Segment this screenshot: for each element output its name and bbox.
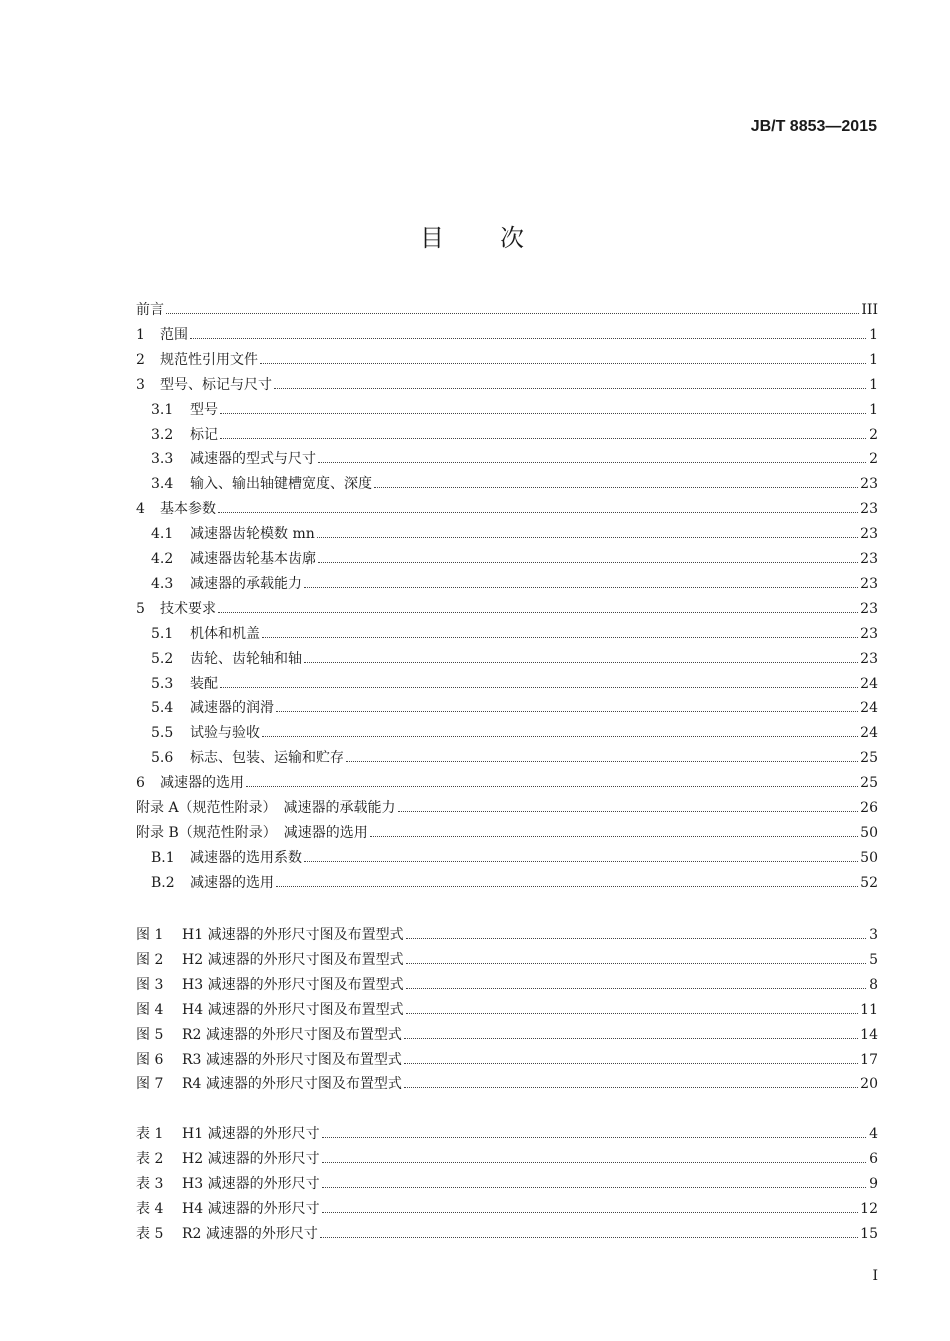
toc-entry-number: B.2 (151, 874, 175, 891)
toc-entry-page: 25 (860, 750, 878, 767)
toc-entry[interactable] (136, 400, 878, 420)
toc-entry-page: 23 (860, 476, 878, 493)
toc-entry[interactable] (136, 723, 878, 743)
toc-entry-title: 齿轮、齿轮轴和轴 (190, 650, 302, 667)
toc-entry[interactable] (136, 798, 878, 818)
dot-leader (276, 699, 858, 712)
dot-leader (220, 401, 866, 414)
toc-entry-number: 图 6 (136, 1051, 164, 1068)
toc-entry[interactable] (136, 300, 878, 320)
toc-entry-title: 减速器齿轮基本齿廓 (190, 551, 316, 567)
toc-entry-number: 5.4 (151, 700, 174, 717)
toc-entry-number: 2 (136, 351, 145, 368)
toc-entry-page: 3 (869, 927, 878, 943)
toc-entry-title: R4 减速器的外形尺寸图及布置型式 (182, 1076, 402, 1093)
toc-entry-page: 17 (860, 1051, 878, 1068)
toc-entry-number: 3 (136, 376, 145, 393)
toc-entry-page: 6 (869, 1150, 878, 1167)
toc-entry-number: 表 1 (136, 1126, 164, 1142)
toc-entry[interactable] (136, 624, 878, 644)
toc-entry-title: 标志、包装、运输和贮存 (190, 750, 344, 767)
toc-entry-number: 5.6 (151, 750, 174, 767)
dot-leader (322, 1125, 866, 1138)
toc-entry-number: 3.2 (151, 426, 174, 443)
toc-entry-title: H2 减速器的外形尺寸图及布置型式 (182, 951, 404, 968)
toc-entry-number: 3.1 (151, 401, 174, 418)
dot-leader (322, 1200, 859, 1213)
toc-entry[interactable] (136, 698, 878, 718)
toc-entry-title: 减速器齿轮模数 mn (190, 526, 315, 543)
dot-leader (246, 774, 858, 787)
toc-entry-page: 15 (860, 1225, 878, 1242)
page-title: 目次 (420, 224, 580, 252)
toc-entry[interactable] (136, 524, 878, 544)
toc-entry[interactable] (136, 1074, 878, 1094)
dot-leader (274, 376, 866, 389)
toc-entry-page: 24 (860, 700, 878, 717)
toc-entry-number: 4 (136, 501, 145, 518)
toc-entry-title: H4 减速器的外形尺寸 (182, 1200, 320, 1217)
toc-entry-number: 4.2 (151, 551, 174, 567)
toc-entry-title: 装配 (190, 675, 218, 692)
dot-leader (406, 926, 866, 939)
toc-entry-page: 20 (860, 1076, 878, 1093)
toc-entry[interactable] (136, 674, 878, 694)
toc-entry[interactable] (136, 474, 878, 494)
toc-entry-page: 50 (860, 824, 878, 841)
toc-entry-page: 1 (869, 326, 878, 343)
dot-leader (370, 824, 858, 837)
toc-entry-title: 附录 A（规范性附录） 减速器的承载能力 (136, 800, 396, 816)
dot-leader (218, 500, 858, 513)
toc-entry-page: 23 (860, 551, 878, 567)
dot-leader (406, 951, 866, 964)
dot-leader (304, 849, 858, 862)
toc-entry-page: 26 (860, 800, 878, 816)
toc-entry[interactable] (136, 1149, 878, 1169)
toc-entry-title: 型号、标记与尺寸 (160, 376, 272, 393)
dot-leader (374, 475, 858, 488)
toc-entry-number: 表 3 (136, 1175, 164, 1192)
dot-leader (190, 326, 866, 339)
toc-entry[interactable] (136, 1174, 878, 1194)
toc-entry-title: 减速器的承载能力 (190, 575, 302, 592)
toc-entry-number: 4.1 (151, 526, 174, 543)
dot-leader (406, 976, 866, 989)
toc-entry-title: 减速器的选用系数 (190, 849, 302, 866)
dot-leader (406, 1001, 859, 1014)
toc-entry[interactable] (136, 925, 878, 945)
toc-entry-number: 表 4 (136, 1200, 164, 1217)
toc-entry[interactable] (136, 425, 878, 445)
toc-entry-number: 表 5 (136, 1225, 164, 1242)
toc-entry[interactable] (136, 599, 878, 619)
toc-entry[interactable] (136, 1050, 878, 1070)
footer-page-number: I (872, 1268, 878, 1284)
toc-entry[interactable] (136, 748, 878, 768)
toc-entry-page: 23 (860, 625, 878, 642)
toc-entry-number: 3.4 (151, 476, 174, 493)
toc-entry-number: 图 4 (136, 1001, 164, 1018)
dot-leader (220, 675, 858, 688)
toc-entry-number: 图 2 (136, 951, 164, 968)
toc-entry-title: 型号 (190, 401, 218, 418)
toc-entry-title: H1 减速器的外形尺寸 (182, 1126, 320, 1142)
dot-leader (398, 799, 859, 812)
toc-entry-page: 2 (869, 426, 878, 443)
toc-entry[interactable] (136, 848, 878, 868)
dot-leader (346, 749, 858, 762)
toc-entry-number: 5.1 (151, 625, 174, 642)
toc-entry[interactable] (136, 574, 878, 594)
toc-entry-title: 机体和机盖 (190, 625, 260, 642)
toc-entry-page: 11 (860, 1001, 878, 1018)
dot-leader (322, 1175, 866, 1188)
dot-leader (260, 351, 866, 364)
toc-entry-number: 表 2 (136, 1150, 164, 1167)
dot-leader (318, 450, 866, 463)
toc-entry-page: 24 (860, 725, 878, 742)
toc-entry-page: 24 (860, 675, 878, 692)
toc-entry-page: 25 (860, 775, 878, 792)
toc-entry-page: 23 (860, 501, 878, 518)
toc-entry[interactable] (136, 823, 878, 843)
dot-leader (276, 874, 858, 887)
toc-entry-title: H3 减速器的外形尺寸 (182, 1175, 320, 1192)
toc-entry-title: H4 减速器的外形尺寸图及布置型式 (182, 1001, 404, 1018)
toc-entry[interactable] (136, 375, 878, 395)
toc-entry-title: 减速器的润滑 (190, 700, 274, 717)
toc-entry-title: 标记 (190, 426, 218, 443)
toc-entry-page: 8 (869, 976, 878, 993)
toc-entry-number: 5 (136, 600, 145, 617)
toc-entry-page: 14 (860, 1026, 878, 1043)
toc-entry[interactable] (136, 950, 878, 970)
toc-entry-number: 图 5 (136, 1026, 164, 1043)
dot-leader (304, 650, 858, 663)
toc-entry-title: 减速器的型式与尺寸 (190, 451, 316, 468)
toc-entry-number: 图 1 (136, 927, 164, 943)
toc-entry-page: 12 (860, 1200, 878, 1217)
dot-leader (262, 625, 858, 638)
standard-number: JB/T 8853—2015 (750, 118, 877, 135)
toc-entry[interactable] (136, 325, 878, 345)
toc-entry-title: R2 减速器的外形尺寸图及布置型式 (182, 1026, 402, 1043)
toc-entry-number: 5.5 (151, 725, 174, 742)
toc-entry-page: 50 (860, 849, 878, 866)
toc-entry-number: 1 (136, 326, 145, 343)
toc-entry[interactable] (136, 773, 878, 793)
toc-entry-title: 减速器的选用 (190, 874, 274, 891)
toc-entry-number: 4.3 (151, 575, 174, 592)
toc-entry-title: 技术要求 (160, 600, 216, 617)
toc-entry-page: 4 (869, 1126, 878, 1142)
toc-entry-number: 5.3 (151, 675, 174, 692)
toc-entry-number: B.1 (151, 849, 175, 866)
toc-entry[interactable] (136, 1000, 878, 1020)
dot-leader (404, 1026, 858, 1039)
toc-entry[interactable] (136, 350, 878, 370)
toc-entry-page: 23 (860, 526, 878, 543)
toc-entry[interactable] (136, 975, 878, 995)
toc-entry[interactable] (136, 1025, 878, 1045)
toc-entry-title: 范围 (160, 326, 188, 343)
toc-entry-title: R3 减速器的外形尺寸图及布置型式 (182, 1051, 402, 1068)
dot-leader (404, 1051, 858, 1064)
toc-entry-title: R2 减速器的外形尺寸 (182, 1225, 318, 1242)
toc-entry-page: 5 (869, 951, 878, 968)
toc-entry-title: 基本参数 (160, 501, 216, 518)
toc-entry-number: 图 3 (136, 976, 164, 993)
toc-entry-title: H3 减速器的外形尺寸图及布置型式 (182, 976, 404, 993)
toc-entry-page: 1 (869, 351, 878, 368)
dot-leader (317, 525, 858, 538)
toc-entry-number: 5.2 (151, 650, 174, 667)
toc-entry-page: 23 (860, 575, 878, 592)
dot-leader (220, 426, 866, 439)
toc-entry-number: 图 7 (136, 1076, 164, 1093)
dot-leader (262, 724, 858, 737)
toc-entry[interactable] (136, 1199, 878, 1219)
toc-entry[interactable] (136, 1224, 878, 1244)
toc-entry-title: 减速器的选用 (160, 775, 244, 792)
toc-entry-page: 1 (869, 376, 878, 393)
dot-leader (318, 550, 858, 563)
toc-entry-page: 2 (869, 451, 878, 468)
toc-entry-page: 9 (869, 1175, 878, 1192)
toc-entry[interactable] (136, 873, 878, 893)
toc-entry-title: H1 减速器的外形尺寸图及布置型式 (182, 927, 404, 943)
toc-entry-number: 6 (136, 775, 145, 792)
dot-leader (404, 1075, 858, 1088)
toc-entry-title: H2 减速器的外形尺寸 (182, 1150, 320, 1167)
toc-entry-page: 23 (860, 650, 878, 667)
dot-leader (322, 1150, 866, 1163)
toc-entry-title: 前言 (136, 302, 164, 318)
toc-entry[interactable] (136, 549, 878, 569)
toc-entry-page: 23 (860, 600, 878, 617)
toc-entry[interactable] (136, 499, 878, 519)
toc-entry-page: III (861, 302, 878, 318)
dot-leader (304, 575, 858, 588)
toc-entry-title: 试验与验收 (190, 725, 260, 742)
toc-entry-page: 52 (860, 874, 878, 891)
toc-entry-title: 附录 B（规范性附录） 减速器的选用 (136, 824, 368, 841)
toc-entry[interactable] (136, 449, 878, 469)
toc-entry-page: 1 (869, 401, 878, 418)
toc-entry-title: 规范性引用文件 (160, 351, 258, 368)
dot-leader (218, 600, 858, 613)
toc-entry[interactable] (136, 649, 878, 669)
toc-entry-title: 输入、输出轴键槽宽度、深度 (190, 476, 372, 493)
toc-entry[interactable] (136, 1124, 878, 1144)
toc-entry-number: 3.3 (151, 451, 174, 468)
dot-leader (166, 301, 859, 314)
dot-leader (320, 1225, 858, 1238)
